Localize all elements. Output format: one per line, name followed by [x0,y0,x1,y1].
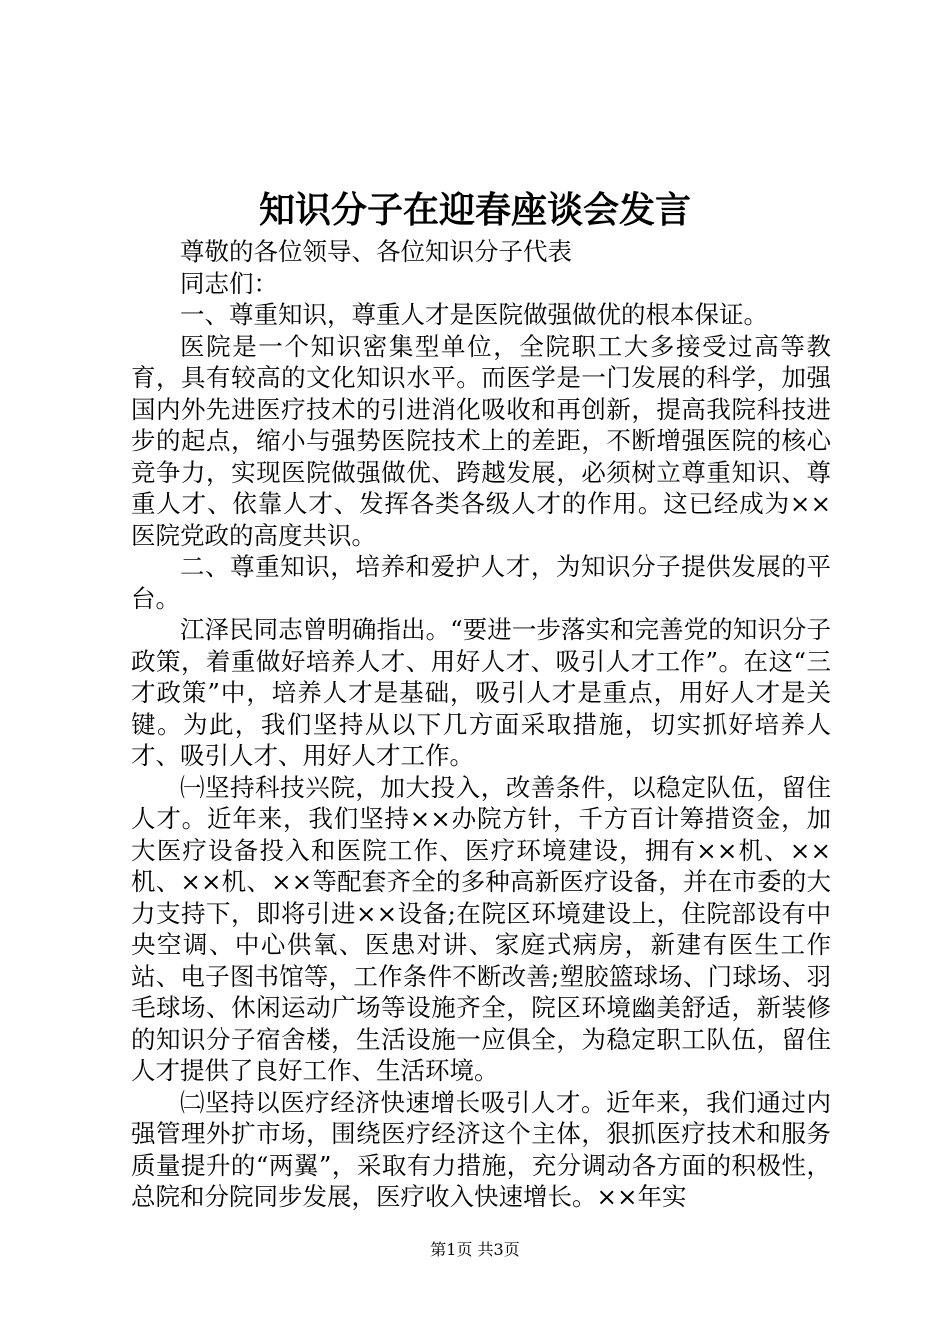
paragraph: 江泽民同志曾明确指出。“要进一步落实和完善党的知识分子政策，着重做好培养人才、用好人才、吸引人才工作”。在这“三才政策”中，培养人才是基础，吸引人才是重点，用好人才是关键。为此，我们坚持从以下几方面采取措施，切实抓好培养人才、吸引人才、用好人才工作。 [131,615,831,770]
paragraph: 医院是一个知识密集型单位，全院职工大多接受过高等教育，具有较高的文化知识水平。而医学是一门发展的科学，加强国内外先进医疗技术的引进消化吸收和再创新，提高我院科技进步的起点，缩小与强势医院技术上的差距，不断增强医院的核心竞争力，实现医院做强做优、跨越发展，必须树立尊重知识、尊重人才、依靠人才、发挥各类各级人才的作用。这已经成为××医院党政的高度共识。 [131,331,831,550]
salutation: 尊敬的各位领导、各位知识分子代表 [180,237,572,266]
greeting: 同志们： [180,268,278,298]
document-body [131,236,831,1213]
paragraph: ㈡坚持以医疗经济快速增长吸引人才。近年来，我们通过内强管理外扩市场，围绕医疗经济这个主体，狠抓医疗技术和服务质量提升的“两翼”，采取有力措施，充分调动各方面的积极性，总院和分院同步发展，医疗收入快速增长。××年实 [131,1087,831,1211]
section-heading-2: 二、尊重知识，培养和爱护人才，为知识分子提供发展的平台。 [131,552,831,613]
paragraph: ㈠坚持科技兴院，加大投入，改善条件，以稳定队伍，留住人才。近年来，我们坚持××办院方针，千方百计筹措资金，加大医疗设备投入和医院工作、医疗环境建设，拥有××机、××机、××机、××等配套齐全的多种高新医疗设备，并在市委的大力支持下，即将引进××设备;在院区环境建设上，住院部设有中央空调、中心供氧、医患对讲、家庭式病房，新建有医生工作站、电子图书馆等，工作条件不断改善;塑胶篮球场、门球场、羽毛球场、休闲运动广场等设施齐全，院区环境幽美舒适，新装修的知识分子宿舍楼，生活设施一应俱全，为稳定职工队伍，留住人才提供了良好工作、生活环境。 [131,772,831,1085]
page-footer: 第1页 共3页 [430,1240,520,1259]
document-title: 知识分子在迎春座谈会发言 [258,189,691,231]
section-heading-1: 一、尊重知识，尊重人才是医院做强做优的根本保证。 [180,300,768,329]
